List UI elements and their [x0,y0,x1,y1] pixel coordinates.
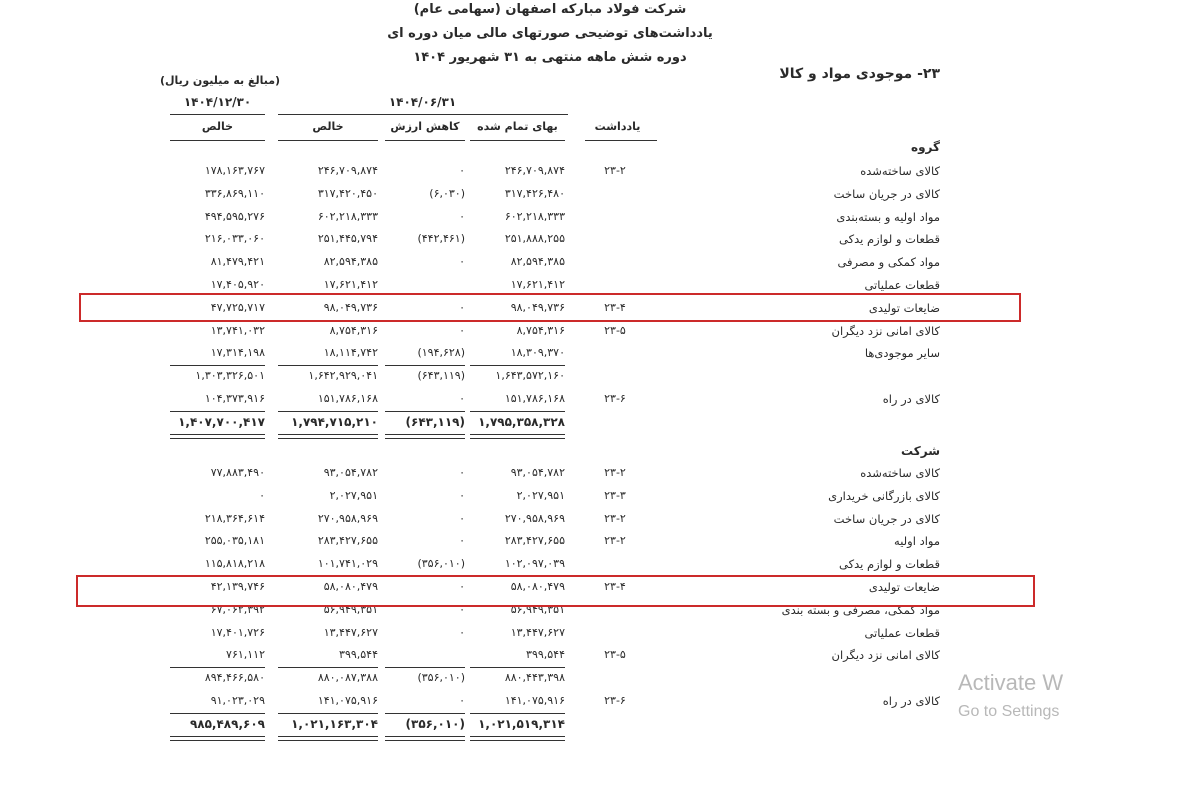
cost-value: ۵۸,۰۸۰,۴۷۹ [510,580,565,593]
row-label: کالای در جریان ساخت [833,186,940,201]
col-note-header: یادداشت [594,120,641,133]
prior-net-value: ۷۷,۸۸۳,۴۹۰ [210,466,265,479]
table-row [0,508,1197,530]
current-date-rule [278,114,568,115]
row-label: مواد اولیه و بسته‌بندی [836,209,940,224]
table-row [0,206,1197,228]
cost-value: ۲۷۰,۹۵۸,۹۶۹ [504,511,565,525]
cost-value: ۲,۰۲۷,۹۵۱ [516,488,565,502]
table-row [0,183,1197,205]
row-label: ضایعات تولیدی [868,300,940,315]
row-label: کالای ساخته‌شده [860,466,940,480]
note-ref: ۲۳-۵ [604,323,626,337]
header-rule [585,140,657,141]
table-row [0,388,1197,410]
prior-net-value: ۲۱۸,۳۶۴,۶۱۴ [204,511,265,525]
cost-value: ۱,۷۹۵,۳۵۸,۳۲۸ [478,414,565,429]
prior-net-value: ۷۶۱,۱۱۲ [226,648,265,662]
note-ref: ۲۳-۲ [604,164,626,177]
row-label: کالای امانی نزد دیگران [831,648,940,663]
net-value: ۱,۰۲۱,۱۶۳,۳۰۴ [291,716,378,731]
company-name: شرکت فولاد مبارکه اصفهان (سهامی عام) [413,2,687,17]
row-label: مواد کمکی و مصرفی [837,255,940,270]
highlight-box-company-scrap [76,575,1035,607]
table-row [0,320,1197,342]
cost-value: ۳۹۹,۵۴۴ [526,648,565,662]
prior-date-rule [170,114,265,115]
statement-subtitle: یادداشت‌های توضیحی صورتهای مالی میان دوره ای [387,26,713,41]
double-total-rule [278,434,378,439]
cost-value: ۸,۷۵۴,۳۱۶ [516,323,565,337]
impairment-value: ۰ [459,392,465,405]
note-ref: ۲۳-۵ [604,648,626,662]
net-value: ۱,۶۴۲,۹۲۹,۰۴۱ [308,369,378,383]
impairment-value: (۶۴۳,۱۱۹) [417,369,465,383]
prior-net-value: ۱۷۸,۱۶۳,۷۶۷ [204,164,265,177]
cost-value: ۸۲,۵۹۴,۳۸۵ [510,255,565,269]
net-value: ۱۵۱,۷۸۶,۱۶۸ [317,392,378,405]
cost-value: ۲۸۳,۴۲۷,۶۵۵ [504,534,565,548]
prior-net-value: ۱۰۴,۳۷۳,۹۱۶ [204,392,265,405]
header-rule [470,140,565,141]
cost-value: ۱۵۱,۷۸۶,۱۶۸ [504,392,565,405]
prior-net-value: ۰ [259,488,265,502]
table-row [0,160,1197,182]
net-value: ۱۷,۶۲۱,۴۱۲ [323,278,378,291]
impairment-value: ۰ [459,625,465,639]
current-period-date: ۱۴۰۴/۰۶/۳۱ [388,95,457,109]
impairment-value: (۳۵۶,۰۱۰) [417,557,465,571]
net-value: ۹۳,۰۵۴,۷۸۲ [323,466,378,479]
prior-net-value: ۱,۴۰۷,۷۰۰,۴۱۷ [178,414,265,429]
cost-value: ۱۴۱,۰۷۵,۹۱۶ [504,694,565,707]
prior-net-value: ۸۹۴,۴۶۶,۵۸۰ [204,671,265,685]
total-row [0,411,1197,433]
double-total-rule [385,736,465,741]
double-total-rule [470,434,565,439]
impairment-value: ۰ [459,580,465,593]
prior-net-value: ۲۵۵,۰۳۵,۱۸۱ [204,534,265,548]
note-ref: ۲۳-۴ [604,300,626,314]
cost-value: ۳۱۷,۴۲۶,۴۸۰ [504,186,565,200]
prior-net-value: ۴۹۴,۵۹۵,۲۷۶ [204,209,265,223]
double-total-rule [170,434,265,439]
net-value: ۲۵۱,۴۴۵,۷۹۴ [317,232,378,246]
prior-net-value: ۱۷,۳۱۴,۱۹۸ [210,346,265,360]
impairment-value: ۰ [459,602,465,616]
cost-value: ۲۴۶,۷۰۹,۸۷۴ [504,164,565,177]
subtotal-row [0,365,1197,387]
col-prior-net-header: خالص [201,120,234,133]
company-heading: شرکت [901,444,940,458]
prior-net-value: ۴۲,۱۳۹,۷۴۶ [210,580,265,593]
net-value: ۳۹۹,۵۴۴ [339,648,378,662]
table-row [0,228,1197,250]
cost-value: ۱۰۲,۰۹۷,۰۳۹ [504,557,565,571]
row-label: کالای بازرگانی خریداری [828,488,940,503]
impairment-value: ۰ [459,694,465,707]
section-title: ۲۳- موجودی مواد و کالا [779,66,940,82]
prior-net-value: ۹۸۵,۴۸۹,۶۰۹ [189,716,265,731]
impairment-value: ۰ [459,511,465,525]
impairment-value: ۰ [459,255,465,269]
net-value: ۱۸,۱۱۴,۷۴۲ [323,346,378,360]
prior-net-value: ۲۱۶,۰۳۳,۰۶۰ [204,232,265,246]
row-label: سایر موجودی‌ها [864,346,940,361]
net-value: ۵۸,۰۸۰,۴۷۹ [323,580,378,593]
impairment-value: ۰ [459,534,465,548]
net-value: ۱۴۱,۰۷۵,۹۱۶ [317,694,378,707]
prior-net-value: ۱۱۵,۸۱۸,۲۱۸ [204,557,265,571]
net-value: ۲۷۰,۹۵۸,۹۶۹ [317,511,378,525]
cost-value: ۱۳,۴۴۷,۶۲۷ [510,625,565,639]
table-row [0,622,1197,644]
prior-period-date: ۱۴۰۴/۱۲/۳۰ [183,95,252,109]
impairment-value: (۳۵۶,۰۱۰) [417,671,465,685]
row-label: مواد اولیه [894,534,940,549]
table-row [0,553,1197,575]
group-heading: گروه [911,140,940,154]
double-total-rule [385,434,465,439]
highlight-box-group-scrap [79,293,1021,322]
note-ref: ۲۳-۶ [604,392,626,405]
row-label: قطعات و لوازم یدکی [839,232,940,247]
prior-net-value: ۱۷,۴۰۱,۷۲۶ [210,625,265,639]
row-label: قطعات و لوازم یدکی [839,557,940,572]
row-label: قطعات عملیاتی [864,278,940,292]
row-label: مواد کمکی، مصرفی و بسته بندی [781,602,940,617]
net-value: ۸,۷۵۴,۳۱۶ [329,323,378,337]
prior-net-value: ۶۷,۰۶۲,۳۹۲ [210,602,265,616]
header-rule [278,140,378,141]
header-rule [385,140,465,141]
row-label: کالای در جریان ساخت [833,511,940,526]
row-label: کالای ساخته‌شده [860,164,940,178]
prior-net-value: ۹۱,۰۲۳,۰۲۹ [210,694,265,707]
cost-value: ۹۸,۰۴۹,۷۳۶ [510,300,565,314]
table-row [0,251,1197,273]
cost-value: ۱۸,۳۰۹,۳۷۰ [510,346,565,360]
col-impairment-header: کاهش ارزش [390,120,460,133]
row-label: کالای در راه [882,392,940,406]
net-value: ۳۱۷,۴۲۰,۴۵۰ [317,186,378,200]
double-total-rule [170,736,265,741]
row-label: کالای در راه [882,694,940,708]
note-ref: ۲۳-۳ [604,488,626,502]
cost-value: ۸۸۰,۴۴۳,۳۹۸ [504,671,565,685]
double-total-rule [278,736,378,741]
impairment-value: ۰ [459,164,465,177]
units-note: (مبالغ به میلیون ریال) [159,74,281,87]
net-value: ۸۲,۵۹۴,۳۸۵ [323,255,378,269]
note-ref: ۲۳-۲ [604,511,626,525]
impairment-value: (۱۹۴,۶۲۸) [417,346,465,360]
note-ref: ۲۳-۲ [604,534,626,548]
row-label: کالای امانی نزد دیگران [831,323,940,338]
net-value: ۲,۰۲۷,۹۵۱ [329,488,378,502]
cost-value: ۵۶,۹۴۹,۳۵۱ [510,602,565,616]
cost-value: ۲۵۱,۸۸۸,۲۵۵ [504,232,565,246]
impairment-value: (۶,۰۳۰) [429,186,465,200]
net-value: ۸۸۰,۰۸۷,۳۸۸ [317,671,378,685]
net-value: ۱,۷۹۴,۷۱۵,۲۱۰ [291,414,378,429]
cost-value: ۶۰۲,۲۱۸,۳۳۳ [504,209,565,223]
table-row [0,485,1197,507]
impairment-value: ۰ [459,466,465,479]
impairment-value: ۰ [459,488,465,502]
prior-net-value: ۴۷,۷۲۵,۷۱۷ [210,300,265,314]
row-label: ضایعات تولیدی [868,580,940,594]
note-ref: ۲۳-۴ [604,580,626,593]
impairment-value: (۶۴۳,۱۱۹) [405,414,465,429]
activation-watermark-subtitle: Go to Settings [958,703,1060,720]
cost-value: ۹۳,۰۵۴,۷۸۲ [510,466,565,479]
activation-watermark-title: Activate W [958,670,1064,695]
net-value: ۶۰۲,۲۱۸,۳۳۳ [317,209,378,223]
statement-period: دوره شش ماهه منتهی به ۳۱ شهریور ۱۴۰۴ [413,50,687,65]
cost-value: ۱,۰۲۱,۵۱۹,۳۱۴ [478,716,565,731]
net-value: ۵۶,۹۴۹,۳۵۱ [323,602,378,616]
impairment-value: (۳۵۶,۰۱۰) [405,716,465,731]
net-value: ۲۴۶,۷۰۹,۸۷۴ [317,164,378,177]
net-value: ۱۳,۴۴۷,۶۲۷ [323,625,378,639]
note-ref: ۲۳-۶ [604,694,626,707]
table-row [0,342,1197,364]
prior-net-value: ۱۷,۴۰۵,۹۲۰ [210,278,265,291]
col-cost-header: بهای تمام شده [477,120,558,133]
header-rule [170,140,265,141]
impairment-value: ۰ [459,209,465,223]
row-label: قطعات عملیاتی [864,625,940,640]
impairment-value: (۴۴۲,۴۶۱) [417,232,465,246]
net-value: ۱۰۱,۷۴۱,۰۲۹ [317,557,378,571]
double-total-rule [470,736,565,741]
prior-net-value: ۳۳۶,۸۶۹,۱۱۰ [204,186,265,200]
cost-value: ۱۷,۶۲۱,۴۱۲ [510,278,565,291]
prior-net-value: ۱۳,۷۴۱,۰۳۲ [210,323,265,337]
prior-net-value: ۱,۳۰۳,۳۲۶,۵۰۱ [195,369,265,383]
prior-net-value: ۸۱,۴۷۹,۴۲۱ [210,255,265,269]
table-row [0,462,1197,484]
table-row [0,644,1197,666]
net-value: ۲۸۳,۴۲۷,۶۵۵ [317,534,378,548]
col-net-header: خالص [312,120,344,133]
net-value: ۹۸,۰۴۹,۷۳۶ [323,300,378,314]
cost-value: ۱,۶۴۳,۵۷۲,۱۶۰ [495,369,565,383]
impairment-value: ۰ [459,300,465,314]
table-row [0,530,1197,552]
note-ref: ۲۳-۲ [604,466,626,479]
impairment-value: ۰ [459,323,465,337]
